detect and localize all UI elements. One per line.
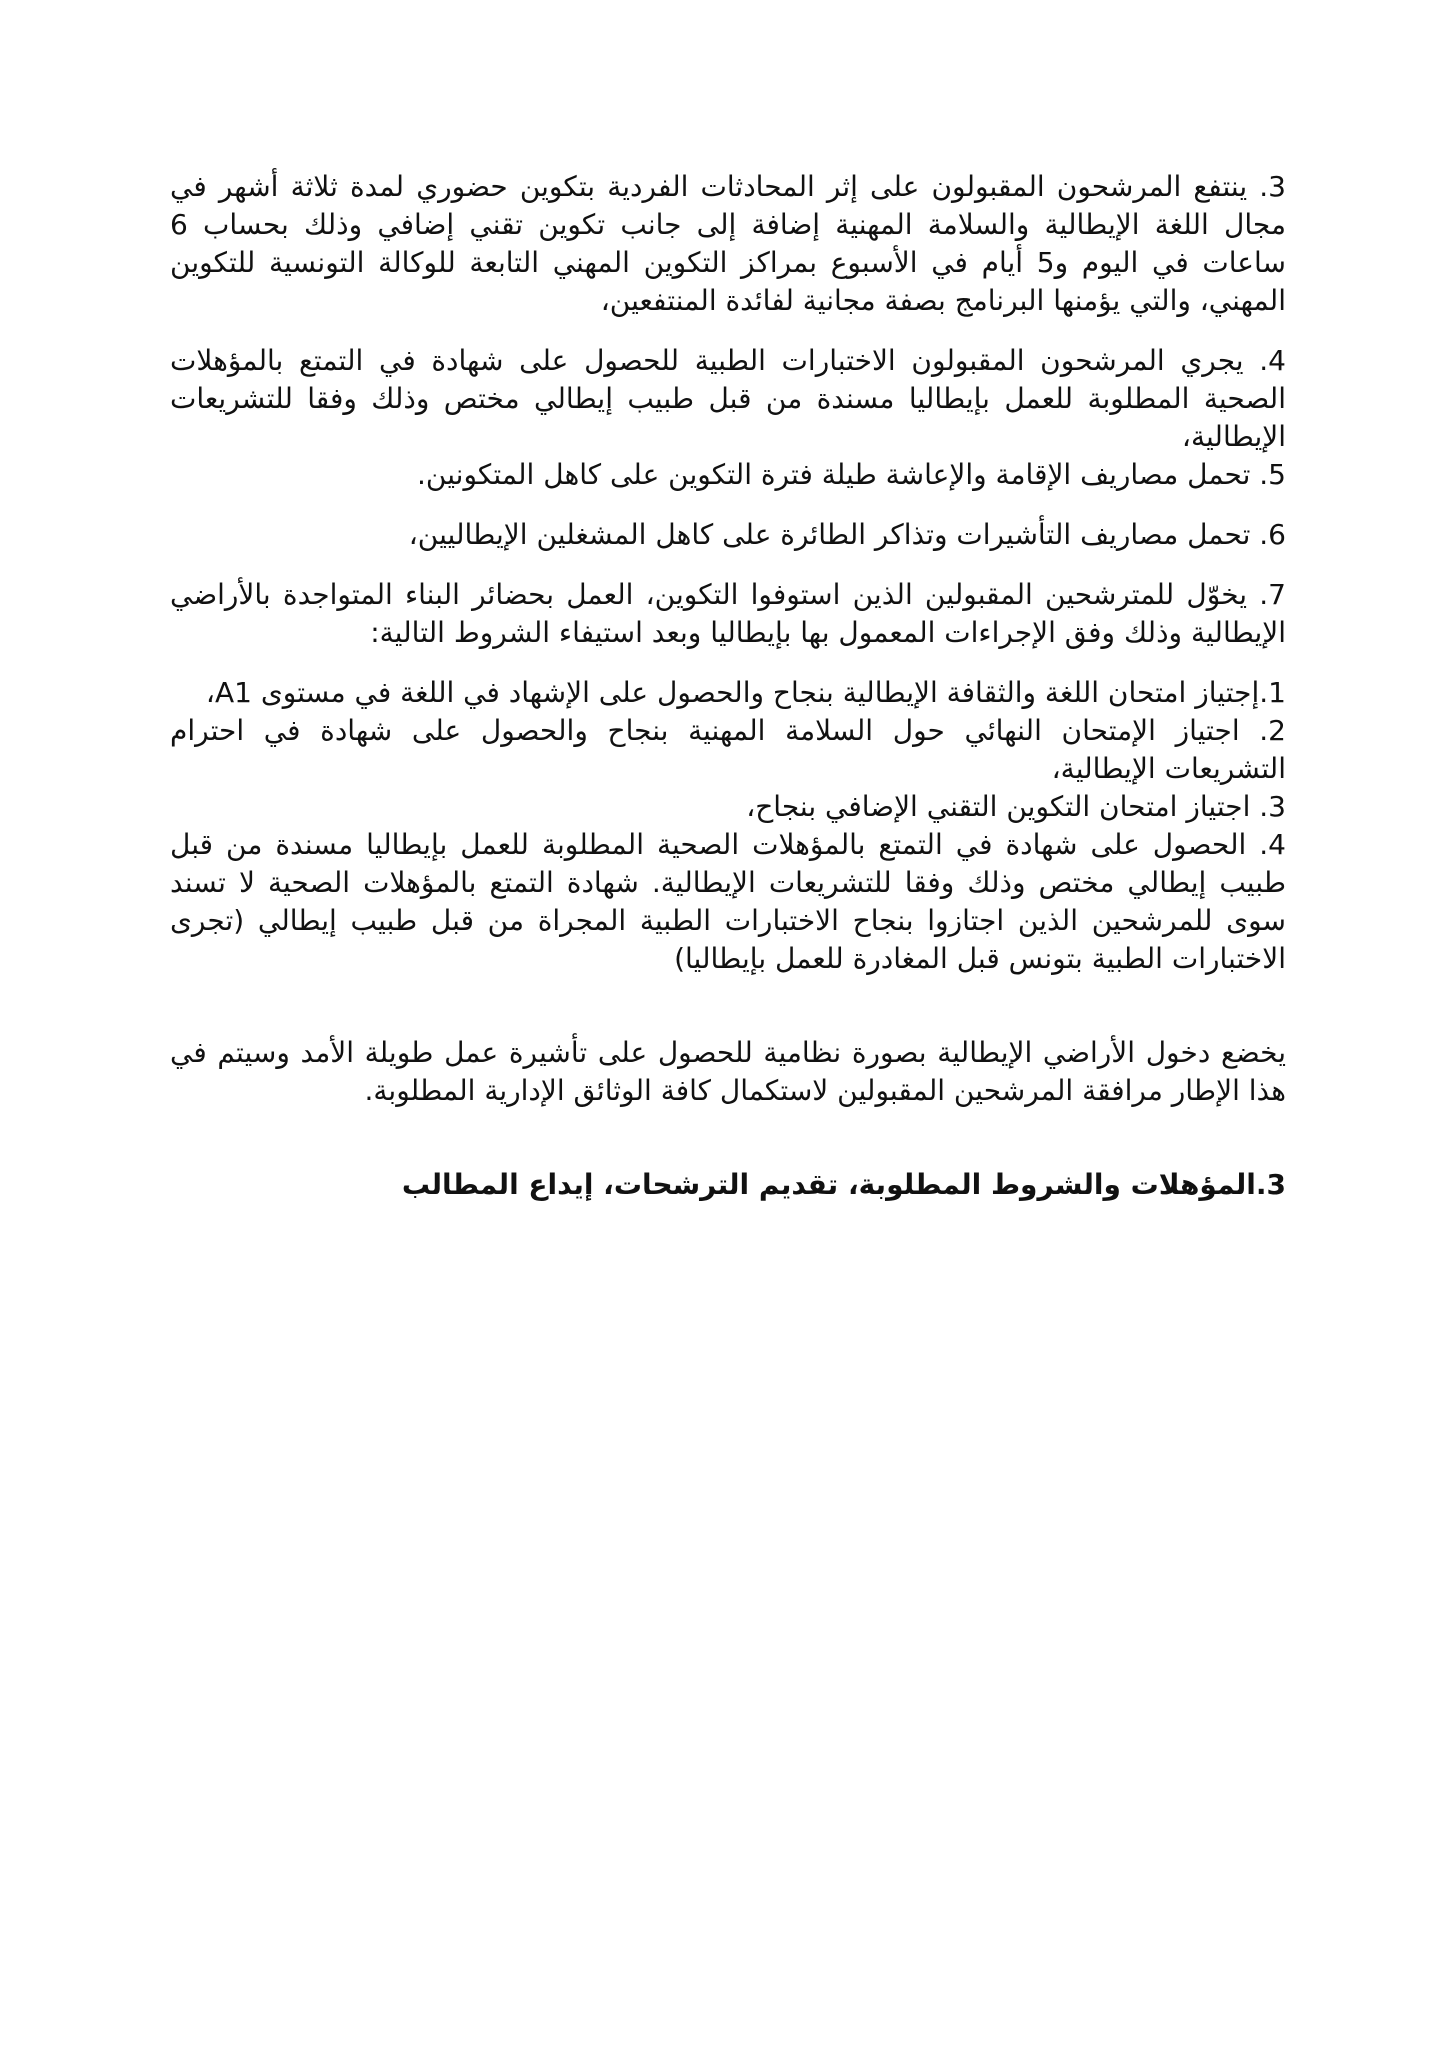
paragraph-item-3-training: 3. ينتفع المرشحون المقبولون على إثر المحادثات الفردية بتكوين حضوري لمدة ثلاثة أشهر في مجال اللغة الإيطالية والسلامة المهنية إضافة إلى جانب تكوين تقني إضافي وذلك بحساب 6 ساعات في اليوم و5 أيام في الأسبوع بمراكز التكوين المهني التابعة للوكالة التونسية للتكوين المهني، والتي يؤمنها البرنامج بصفة مجانية لفائدة المنتفعين، [170,170,1286,317]
document-body [170,168,1286,1204]
paragraph-item-7-work: 7. يخوّل للمترشحين المقبولين الذين استوفوا التكوين، العمل بحضائر البناء المتواجدة بالأراضي الإيطالية وذلك وفق الإجراءات المعمول بها بإيطاليا وبعد استيفاء الشروط التالية: [170,578,1286,649]
paragraph-item-5-accommodation: 5. تحمل مصاريف الإقامة والإعاشة طيلة فترة التكوين على كاهل المتكونين. [417,458,1286,491]
paragraph-item-4-medical: 4. يجري المرشحون المقبولون الاختبارات الطبية للحصول على شهادة في التمتع بالمؤهلات الصحية المطلوبة للعمل بإيطاليا مسندة من قبل طبيب إيطالي مختص وذلك وفقا للتشريعات الإيطالية، [170,344,1286,453]
condition-item-3-technical: 3. اجتياز امتحان التكوين التقني الإضافي بنجاح، [746,790,1286,823]
section-heading: 3.المؤهلات والشروط المطلوبة، تقديم الترشحات، إيداع المطالب [401,1168,1286,1201]
condition-item-1-language: 1.إجتياز امتحان اللغة والثقافة الإيطالية بنجاح والحصول على الإشهاد في اللغة في مستوى A1، [205,676,1286,709]
condition-item-2-safety: 2. اجتياز الإمتحان النهائي حول السلامة المهنية بنجاح والحصول على شهادة في احترام التشريعات الإيطالية، [170,714,1286,785]
paragraph-item-6-visa: 6. تحمل مصاريف التأشيرات وتذاكر الطائرة على كاهل المشغلين الإيطاليين، [408,518,1286,551]
condition-item-4-health: 4. الحصول على شهادة في التمتع بالمؤهلات الصحية المطلوبة للعمل بإيطاليا مسندة من قبل طبيب إيطالي مختص وذلك وفقا للتشريعات الإيطالية. شهادة التمتع بالمؤهلات الصحية لا تسند سوى للمرشحين الذين اجتازوا بنجاح الاختبارات الطبية المجراة من قبل طبيب إيطالي (تجرى الاختبارات الطبية بتونس قبل المغادرة للعمل بإيطاليا) [170,828,1286,975]
paragraph-visa-entry: يخضع دخول الأراضي الإيطالية بصورة نظامية للحصول على تأشيرة عمل طويلة الأمد وسيتم في هذا الإطار مرافقة المرشحين المقبولين لاستكمال كافة الوثائق الإدارية المطلوبة. [170,1036,1286,1107]
